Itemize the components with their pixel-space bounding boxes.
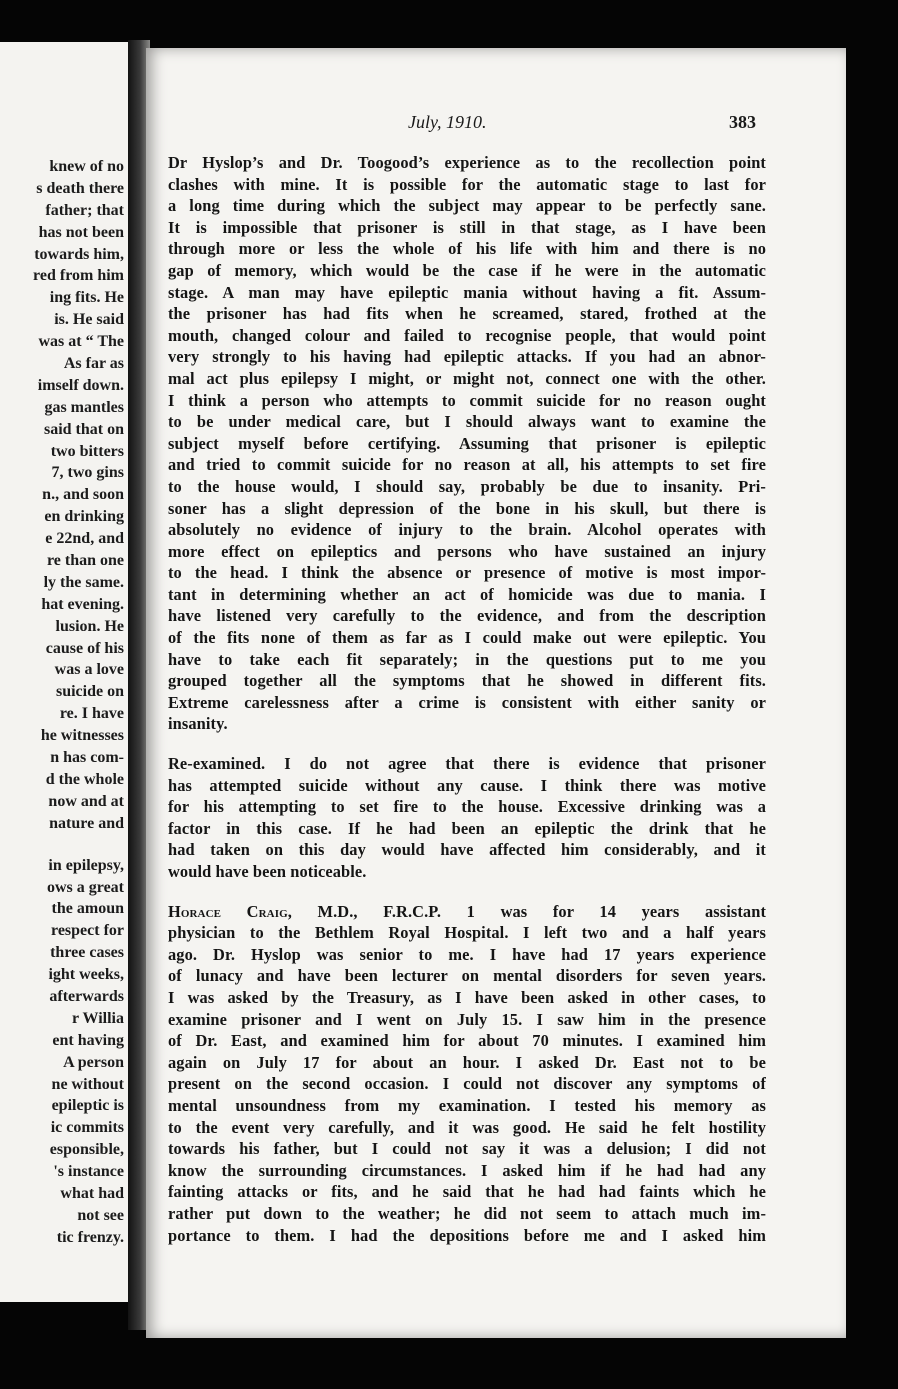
left-text-line: in epilepsy, — [48, 856, 124, 874]
left-page-text — [0, 156, 124, 1249]
left-text-line: esponsible, — [49, 1141, 124, 1159]
left-text-line: 7, two gins — [51, 464, 124, 482]
text-line: physician to the Bethlem Royal Hospital. I left two and a half years — [168, 923, 766, 943]
left-text-line: respect for — [51, 922, 124, 940]
left-text-line: s death there — [36, 179, 124, 197]
left-text-line: e 22nd, and — [45, 530, 124, 548]
text-line: factor in this case. If he had been an epileptic the drink that he — [168, 818, 766, 838]
left-text-line: imself down. — [37, 376, 124, 394]
left-text-line: towards him, — [34, 245, 124, 263]
running-head: July, 1910. — [408, 112, 487, 132]
text-line: a long time during which the subject may appear to be perfectly sane. — [168, 196, 766, 216]
text-line: mental unsoundness from my examination. I tested his memory as — [168, 1095, 766, 1115]
left-text-line: nature and — [49, 814, 124, 832]
right-page — [146, 48, 846, 1338]
left-text-line: gas mantles — [44, 398, 124, 416]
text-line: stage. A man may have epileptic mania without having a fit. Assum- — [168, 282, 766, 302]
text-line: through more or less the whole of his life with him and there is no — [168, 239, 766, 259]
text-line: for his attempting to set fire to the house. Excessive drinking was a — [168, 797, 766, 817]
left-text-line: 's instance — [53, 1163, 124, 1181]
left-text-line: r Willia — [71, 1009, 124, 1027]
paragraph-re-examined — [168, 753, 766, 883]
left-text-line: lusion. He — [55, 617, 124, 635]
text-line: ago. Dr. Hyslop was senior to me. I have had 17 years experience — [168, 944, 766, 964]
left-text-line: hat evening. — [41, 595, 124, 613]
text-line — [168, 901, 766, 923]
paragraph-recollection — [168, 152, 766, 735]
left-text-line: what had — [60, 1184, 124, 1202]
left-text-line: d the whole — [45, 770, 124, 788]
text-line: I was asked by the Treasury, as I have been asked in other cases, to — [168, 987, 766, 1007]
text-line: of Dr. East, and examined him for about 70 minutes. I examined him — [168, 1031, 766, 1051]
text-line: gap of memory, which would be the case if he were in the automatic — [168, 260, 766, 280]
text-line: have to take each fit separately; in the questions put to me you — [168, 649, 766, 669]
left-text-line: was a love — [54, 661, 124, 679]
text-line: It is impossible that prisoner is still in that stage, as I have been — [168, 217, 766, 237]
left-text-line: ne without — [51, 1075, 124, 1093]
text-line: again on July 17 for about an hour. I asked Dr. East not to be — [168, 1052, 766, 1072]
text-line: Re-examined. I do not agree that there is evidence that prisoner — [168, 754, 766, 774]
text-line: to the house would, I should say, probably be due to insanity. Pri- — [168, 476, 766, 496]
left-text-line: father; that — [45, 201, 124, 219]
left-text-line: tic frenzy. — [56, 1228, 124, 1246]
text-line: portance to them. I had the depositions before me and I asked him — [168, 1225, 766, 1245]
text-line: mal act plus epilepsy I might, or might not, connect one with the other. — [168, 368, 766, 388]
left-text-line: knew of no — [49, 158, 124, 175]
left-text-line: ic commits — [50, 1119, 124, 1137]
text-line: subject myself before certifying. Assuming that prisoner is epileptic — [168, 433, 766, 453]
text-line: clashes with mine. It is possible for the automatic stage to last for — [168, 174, 766, 194]
text-line: present on the second occasion. I could not discover any symptoms of — [168, 1074, 766, 1094]
text-line: I think a person who attempts to commit suicide for no reason ought — [168, 390, 766, 410]
paragraph-horace-craig — [168, 901, 766, 1247]
text-line: Dr Hyslop’s and Dr. Toogood’s experience as to the recollection point — [168, 153, 766, 172]
left-text-line: epileptic is — [51, 1097, 124, 1115]
text-line: know the surrounding circumstances. I asked him if he had had any — [168, 1160, 766, 1180]
text-line: to the event very carefully, and it was good. He said he felt hostility — [168, 1117, 766, 1137]
page-header — [146, 112, 846, 138]
text-line: absolutely no evidence of injury to the brain. Alcohol operates with — [168, 520, 766, 540]
text-line: of lunacy and have been lecturer on mental disorders for seven years. — [168, 966, 766, 986]
text-line: fainting attacks or fits, and he said that he had had faints which he — [168, 1182, 766, 1202]
text-line: Extreme carelessness after a crime is consistent with either sanity or — [168, 692, 766, 712]
text-line: grouped together all the symptoms that he showed in different fits. — [168, 671, 766, 691]
left-text-line: two bitters — [50, 442, 124, 460]
left-text-line: ight weeks, — [48, 966, 124, 984]
left-text-line: red from him — [33, 267, 124, 285]
page-number: 383 — [729, 112, 756, 132]
text-line: had taken on this day would have affected him considerably, and it — [168, 840, 766, 860]
left-text-line: afterwards — [49, 987, 124, 1005]
left-text-line: cause of his — [45, 639, 124, 657]
text-line: to the head. I think the absence or presence of motive is most impor- — [168, 563, 766, 583]
left-text-line: he witnesses — [40, 727, 124, 745]
left-text-line: As far as — [63, 355, 124, 373]
text-line: the prisoner has had fits when he screamed, stared, frothed at the — [168, 304, 766, 324]
text-line: of the fits none of them as far as I could make out were epileptic. You — [168, 628, 766, 648]
witness-name: Horace Craig, M.D., F.R.C.P. — [168, 901, 442, 921]
left-text-line: n., and soon — [42, 486, 124, 504]
text-line: towards his father, but I could not say it was a delusion; I did not — [168, 1139, 766, 1159]
witness-statement-start: 1 was for 14 years assistant — [441, 901, 766, 921]
left-text-line: ly the same. — [43, 573, 124, 591]
left-text-line: has not been — [38, 223, 124, 241]
left-text-line: re than one — [46, 552, 124, 570]
left-text-line: is. He said — [54, 311, 124, 329]
text-line: tant in determining whether an act of homicide was due to mania. I — [168, 584, 766, 604]
left-text-line: suicide on — [55, 683, 124, 701]
left-text-line: en drinking — [44, 508, 124, 526]
text-line: mouth, changed colour and failed to recognise people, that would point — [168, 325, 766, 345]
left-text-line: ent having — [52, 1031, 124, 1049]
text-line: examine prisoner and I went on July 15. I saw him in the presence — [168, 1009, 766, 1029]
text-line: would have been noticeable. — [168, 862, 367, 881]
left-text-line: ing fits. He — [49, 289, 124, 307]
left-text-line: A person — [63, 1053, 124, 1071]
left-text-line: n has com- — [50, 749, 124, 767]
left-text-line: ows a great — [46, 878, 124, 896]
left-text-line: three cases — [50, 944, 124, 962]
text-line: to be under medical care, but I should always want to examine the — [168, 412, 766, 432]
left-text-line: not see — [77, 1206, 124, 1224]
text-line: rather put down to the weather; he did not seem to attach much im- — [168, 1203, 766, 1223]
body-text — [168, 152, 766, 1246]
left-page-fragment — [0, 42, 131, 1302]
text-line: insanity. — [168, 714, 228, 734]
left-text-line: re. I have — [59, 705, 124, 723]
left-text-line: was at “ The — [38, 333, 124, 351]
text-line: very strongly to his having had epileptic attacks. If you had an abnor- — [168, 347, 766, 367]
text-line: has attempted suicide without any cause. I think there was motive — [168, 775, 766, 795]
text-line: more effect on epileptics and persons who have sustained an injury — [168, 541, 766, 561]
left-text-line: the amoun — [51, 900, 124, 918]
text-line: soner has a slight depression of the bone in his skull, but there is — [168, 498, 766, 518]
left-text-line: said that on — [43, 420, 124, 438]
left-text-line: now and at — [48, 792, 124, 810]
text-line: have listened very carefully to the evidence, and from the description — [168, 606, 766, 626]
text-line: and tried to commit suicide for no reason at all, his attempts to set fire — [168, 455, 766, 475]
